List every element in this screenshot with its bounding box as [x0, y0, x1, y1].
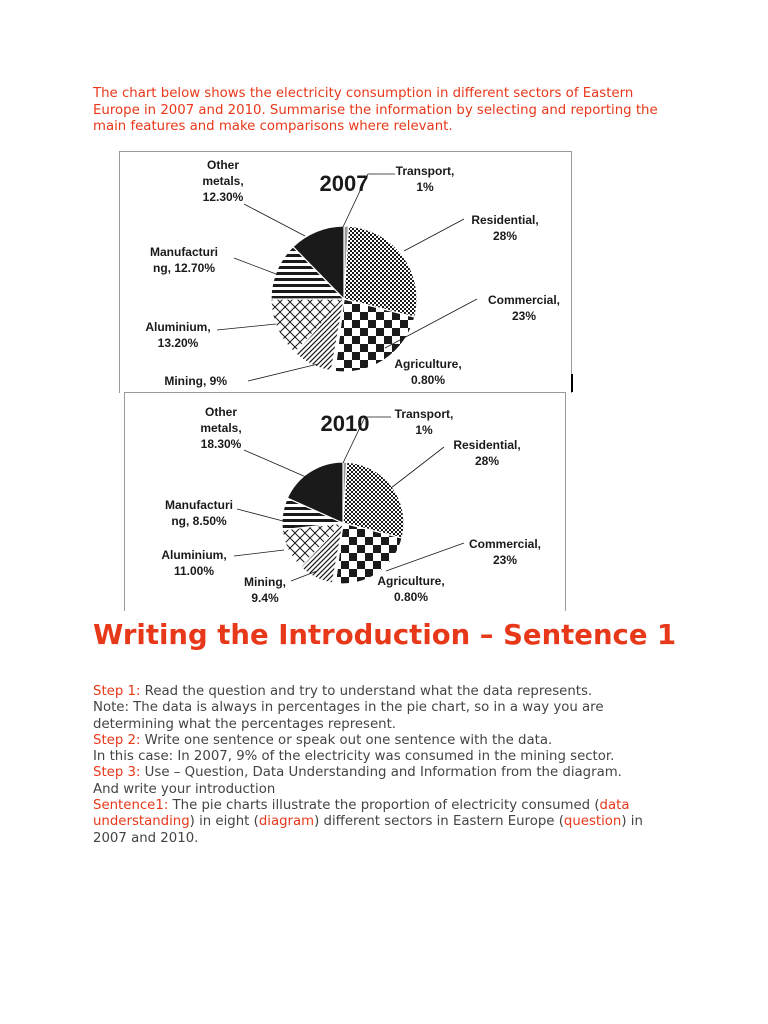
slice-label-mining: Mining, 9.4% [244, 575, 286, 605]
slice-label-mining: Mining, 9% [164, 374, 227, 388]
pie-chart-2010 [125, 393, 565, 611]
leader-line-manufacturing [234, 258, 276, 274]
leader-line-aluminium [217, 324, 276, 330]
slice-label-aluminium: Aluminium, 13.20% [145, 320, 211, 350]
sentence-1 [93, 798, 678, 847]
step-3 [93, 765, 678, 781]
sentence-part-2: ) in eight ( [189, 814, 259, 830]
step-2-label: Step 2: [93, 732, 141, 748]
step-2 [93, 733, 678, 749]
step-1 [93, 684, 678, 700]
highlight-diagram: diagram [258, 814, 315, 830]
slice-label-other-metals: Other metals, 18.30% [200, 405, 242, 451]
slice-label-commercial: Commercial, 23% [487, 293, 561, 323]
pie-chart-2007-frame [119, 151, 572, 393]
write-intro: And write your introduction [93, 781, 276, 797]
slice-label-residential: Residential, 28% [453, 438, 521, 468]
slice-label-commercial: Commercial, 23% [468, 537, 542, 567]
leader-line-manufacturing [237, 509, 283, 521]
leader-line-other-metals [244, 204, 305, 236]
leader-line-mining [248, 364, 318, 381]
leader-line-residential [391, 447, 444, 488]
slice-label-agriculture: Agriculture, 0.80% [377, 574, 445, 604]
sentence-part-4: ) in 2007 and 2010. [93, 814, 643, 846]
slice-label-manufacturing: Manufacturi ng, 8.50% [164, 498, 234, 528]
leader-line-other-metals [244, 450, 306, 477]
slice-label-transport: Transport, 1% [395, 164, 455, 194]
step-1-label: Step 1: [93, 684, 141, 699]
highlight-data-understanding: data understanding [93, 798, 630, 830]
instructions [93, 684, 678, 847]
chart-title: 2010 [320, 411, 370, 436]
text-cursor [571, 374, 573, 392]
highlight-question: question [563, 814, 622, 830]
step-2-text: Write one sentence or speak out one sentence with the data. [140, 732, 553, 748]
pie-chart-2010-frame [124, 392, 566, 611]
example-case: In this case: In 2007, 9% of the electricity was consumed in the mining sector. [93, 749, 615, 765]
task-prompt: The chart below shows the electricity consumption in different sectors of Eastern Europe in 2007 and 2010. Summarise the information by selecting and reporting the main features and make comparisons where relevant. [93, 86, 658, 135]
step-3-text: Use – Question, Data Understanding and Information from the diagram. [140, 765, 622, 781]
slice-label-agriculture: Agriculture, 0.80% [394, 357, 462, 387]
step-3-label: Step 3: [93, 765, 141, 781]
step-1-text: Read the question and try to understand what the data represents. [140, 684, 593, 699]
slice-label-transport: Transport, 1% [394, 407, 454, 437]
slice-label-manufacturing: Manufacturi ng, 12.70% [149, 245, 219, 275]
pie-chart-2007 [120, 152, 571, 393]
leader-line-residential [404, 219, 464, 251]
chart-title: 2007 [319, 171, 369, 196]
sentence-part-3: ) different sectors in Eastern Europe ( [314, 814, 564, 830]
slice-label-residential: Residential, 28% [471, 213, 539, 243]
slice-label-aluminium: Aluminium, 11.00% [161, 548, 227, 578]
sentence-part-1: The pie charts illustrate the proportion of electricity consumed ( [168, 798, 600, 814]
section-heading: Writing the Introduction – Sentence 1 [93, 619, 677, 651]
sentence-label: Sentence1: [93, 798, 169, 814]
slice-label-other-metals: Other metals, 12.30% [202, 158, 244, 204]
leader-line-aluminium [234, 550, 284, 556]
note: Note: The data is always in percentages in the pie chart, so in a way you are determining what the percentages represent. [93, 700, 604, 732]
